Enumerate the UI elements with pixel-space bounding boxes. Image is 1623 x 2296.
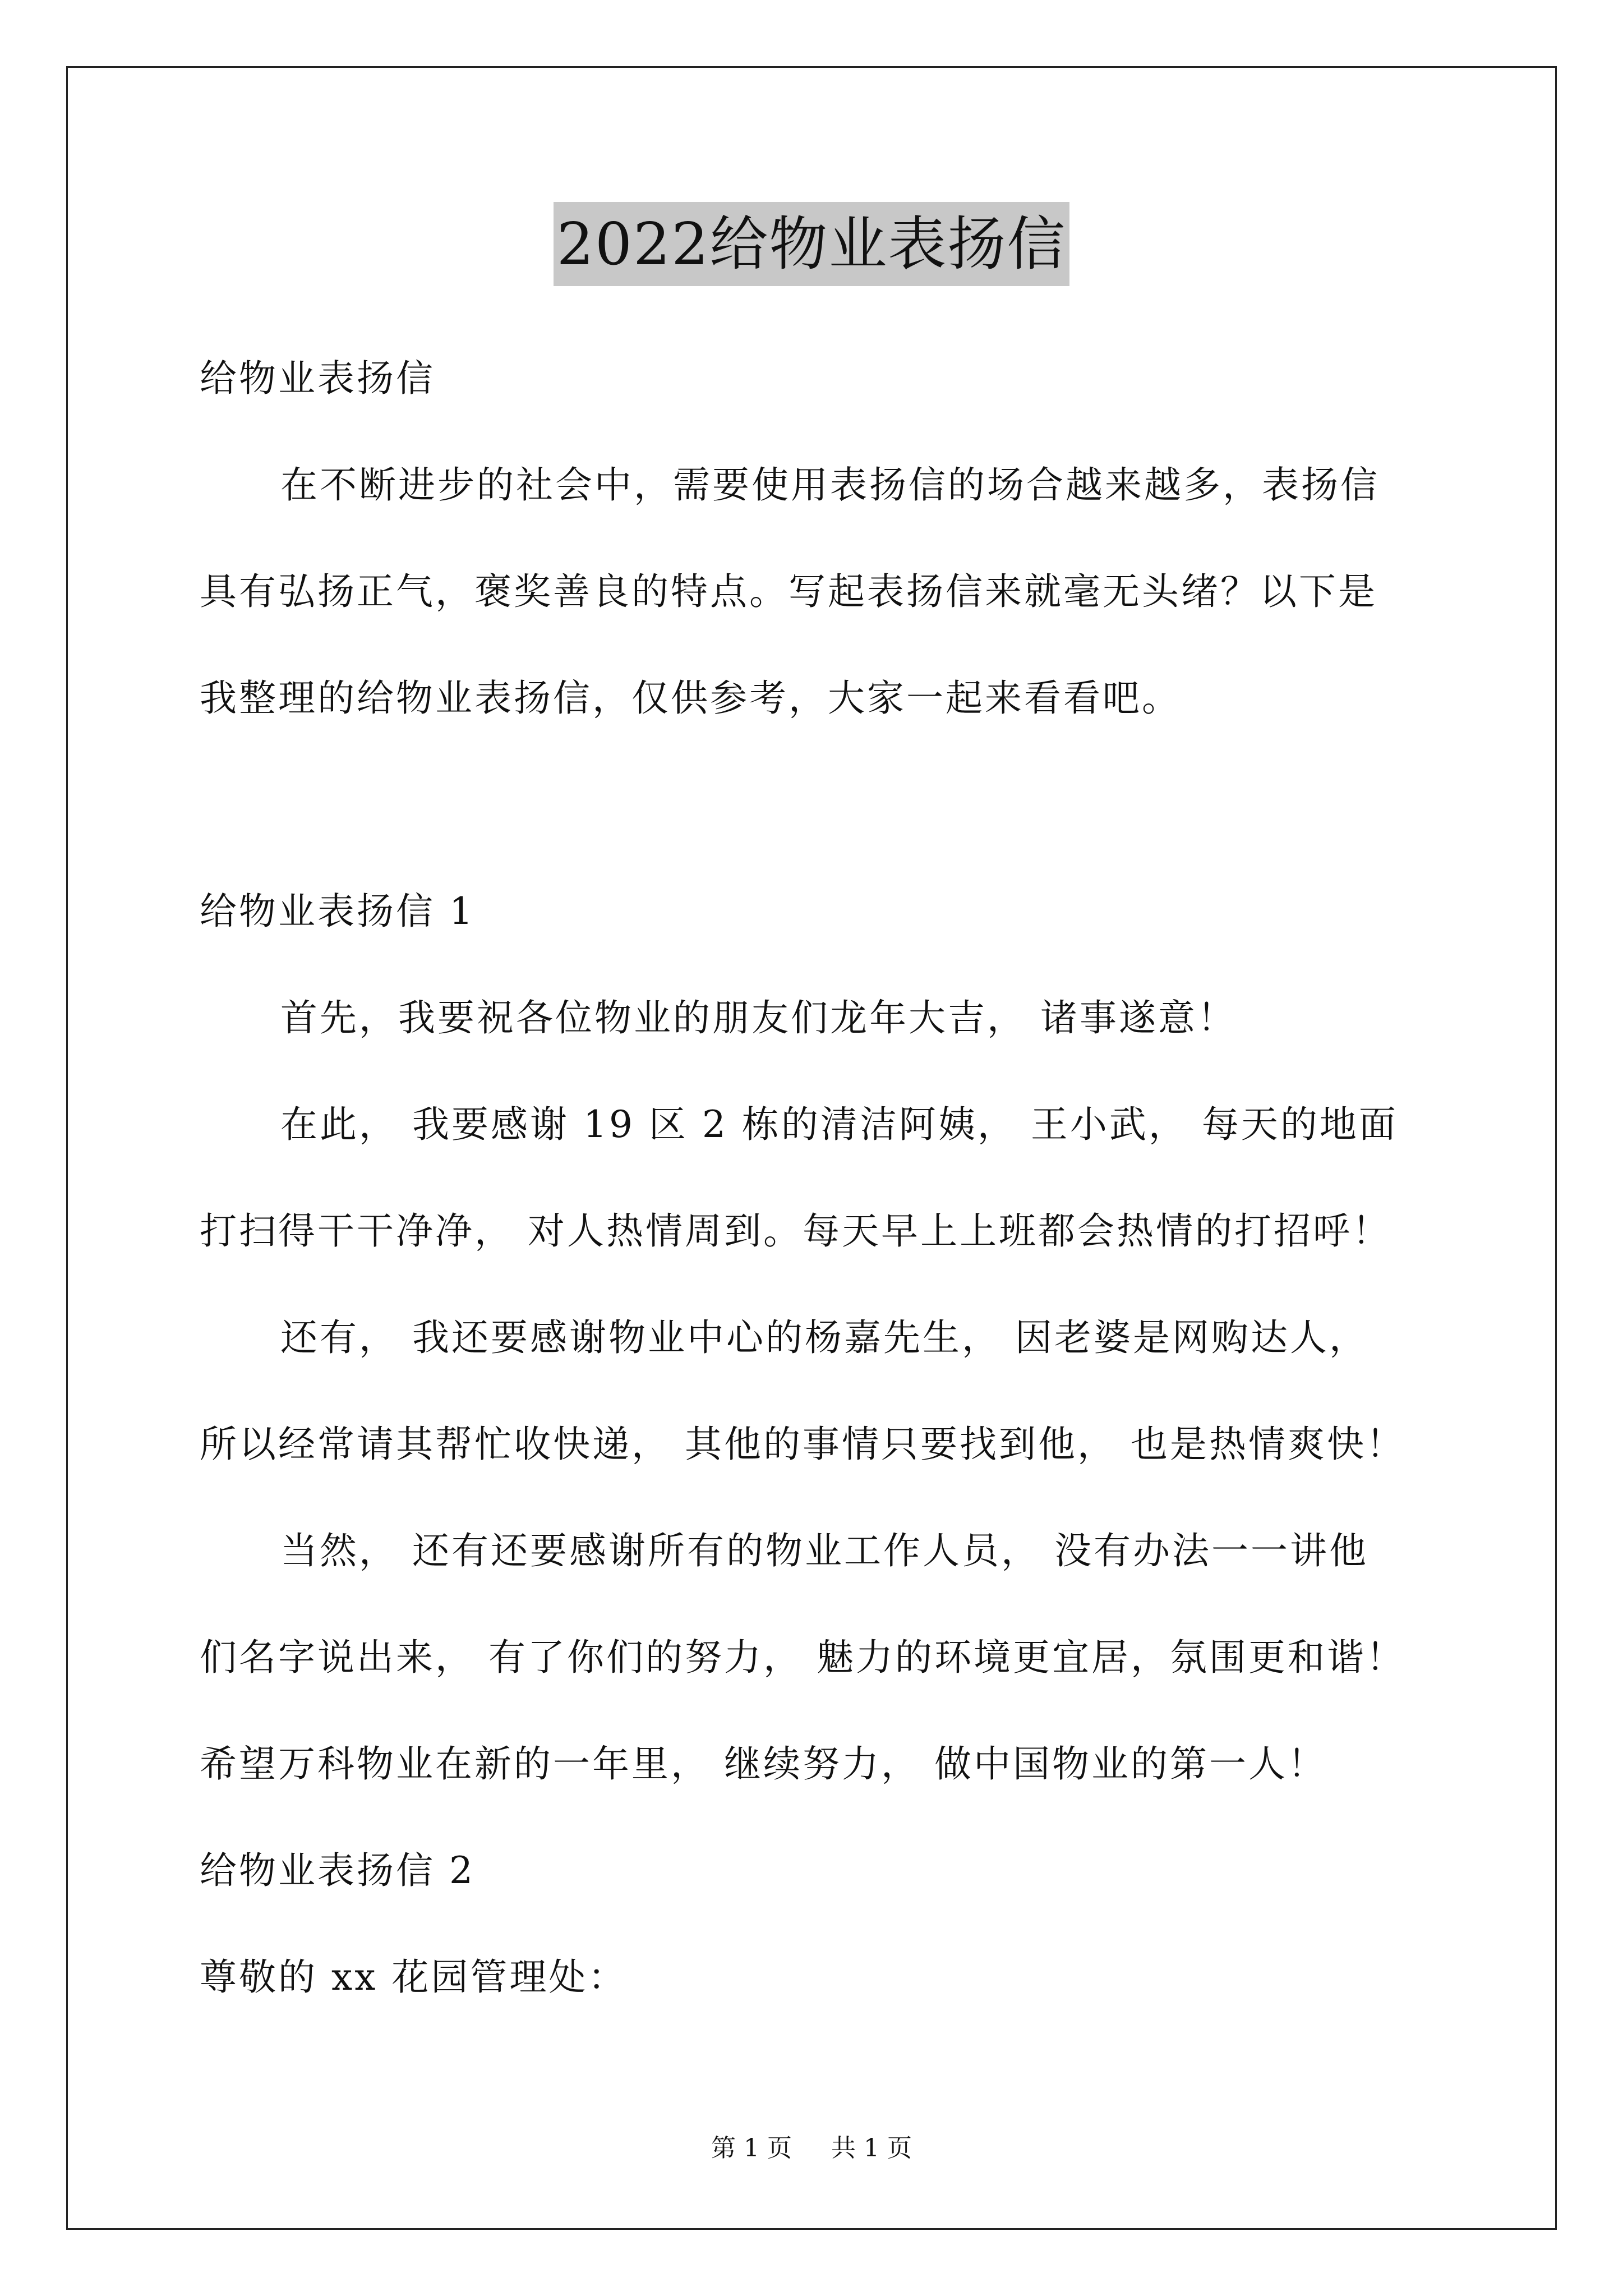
section-heading-1: 给物业表扬信 1 bbox=[200, 890, 475, 933]
title-container bbox=[0, 202, 1623, 286]
paragraph-line: 所以经常请其帮忙收快递， 其他的事情只要找到他， 也是热情爽快！ bbox=[200, 1423, 1405, 1466]
page-number: 第 1 页 bbox=[711, 2134, 792, 2162]
paragraph-line: 具有弘扬正气，褒奖善良的特点。写起表扬信来就毫无头绪？以下是 bbox=[200, 570, 1377, 613]
paragraph-line: 们名字说出来， 有了你们的努力， 魅力的环境更宜居，氛围更和谐！ bbox=[200, 1636, 1405, 1679]
paragraph-line: 在此， 我要感谢 19 区 2 栋的清洁阿姨， 王小武， 每天的地面 bbox=[280, 1103, 1398, 1146]
paragraph-line: 当然， 还有还要感谢所有的物业工作人员， 没有办法一一讲他 bbox=[280, 1529, 1368, 1572]
paragraph-line: 希望万科物业在新的一年里， 继续努力， 做中国物业的第一人！ bbox=[200, 1742, 1327, 1786]
paragraph-line: 打扫得干干净净， 对人热情周到。每天早上上班都会热情的打招呼！ bbox=[200, 1209, 1391, 1253]
heading-line: 给物业表扬信 bbox=[200, 357, 435, 400]
page-footer bbox=[0, 2132, 1623, 2165]
paragraph-line: 在不断进步的社会中，需要使用表扬信的场合越来越多，表扬信 bbox=[280, 463, 1380, 507]
paragraph-line: 还有， 我还要感谢物业中心的杨嘉先生， 因老婆是网购达人， bbox=[280, 1316, 1368, 1359]
page-total: 共 1 页 bbox=[831, 2134, 912, 2162]
section-heading-2: 给物业表扬信 2 bbox=[200, 1849, 475, 1892]
salutation-line: 尊敬的 xx 花园管理处： bbox=[200, 1955, 628, 1999]
paragraph-line: 我整理的给物业表扬信，仅供参考，大家一起来看看吧。 bbox=[200, 677, 1181, 720]
paragraph-line: 首先，我要祝各位物业的朋友们龙年大吉， 诸事遂意！ bbox=[280, 996, 1237, 1039]
document-title: 2022给物业表扬信 bbox=[554, 202, 1070, 286]
